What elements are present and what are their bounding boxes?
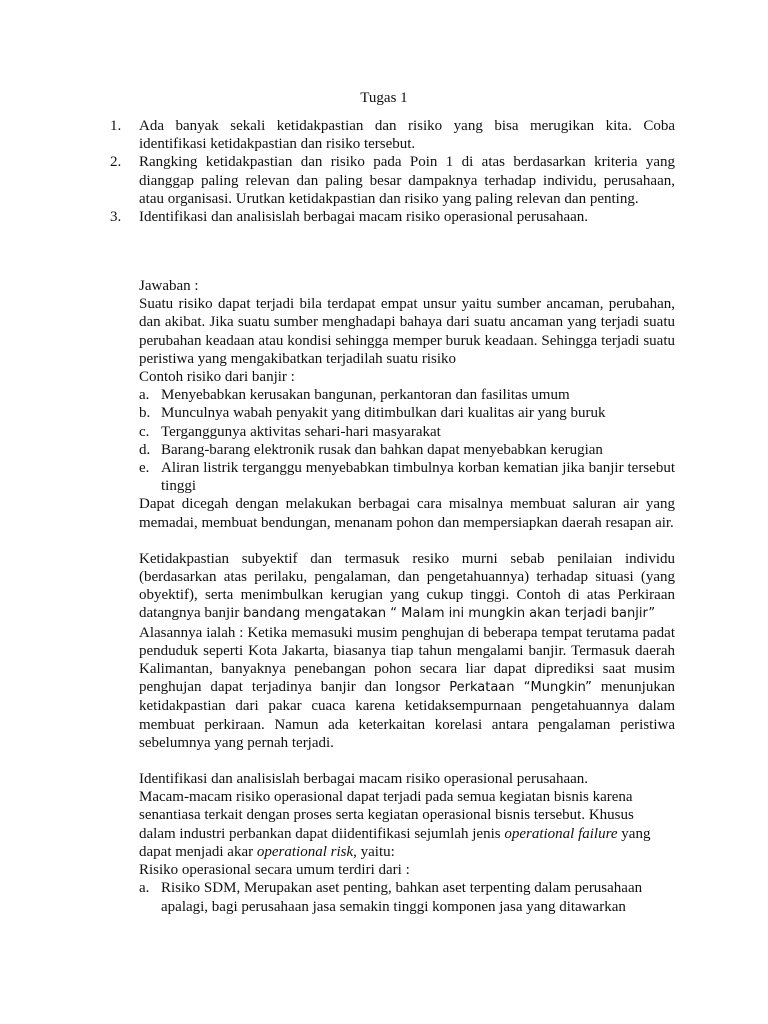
question-list (110, 117, 675, 226)
question-text: Identifikasi dan analisislah berbagai macam risiko operasional perusahaan. (139, 209, 589, 226)
operational-general: Risiko operasional secara umum terdiri dari : (139, 862, 410, 879)
list-item: b. Munculnya wabah penyakit yang ditimbulkan dari kualitas air yang buruk (139, 405, 606, 422)
question-item (110, 208, 675, 226)
question-number: 3. (110, 209, 122, 226)
list-item: d. Barang-barang elektronik rusak dan bahkan dapat menyebabkan kerugian (139, 441, 603, 458)
question-item (110, 153, 675, 208)
question-text: Ada banyak sekali ketidakpastian dan risiko yang bisa merugikan kita. Coba identifikasi ketidakpastian dan risiko tersebut. (139, 118, 675, 153)
list-item: e. Aliran listrik terganggu menyebabkan timbulnya korban kematian jika banjir tersebut tinggi (139, 460, 675, 495)
example-heading: Contoh risiko dari banjir : (139, 369, 295, 386)
reason-paragraph: Alasannya ialah : Ketika memasuki musim penghujan di beberapa tempat terutama padat penduduk seperti Kota Jakarta, biasanya tiap tahun mengalami banjir. Termasuk daerah Kalimantan, banyaknya penebangan pohon secara liar dapat diprediksi saat musim penghujan dapat terjadinya banjir dan longsor Perkataan “Mungkin” menunjukan ketidakpastian dari pakar cuaca karena ketidaksempurnaan pengetahuannya dalam membuat perkiraan. Namun ada keterkaitan korelasi antara pengalaman peristiwa sebelumnya yang pernah terjadi. (139, 624, 676, 751)
prevention-paragraph: Dapat dicegah dengan melakukan berbagai cara misalnya membuat saluran air yang memadai, membuat bendungan, menanam pohon dan mempersiapkan daerah resapan air. (139, 496, 675, 531)
question-text: Rangking ketidakpastian dan risiko pada Poin 1 di atas berdasarkan kriteria yang dianggap paling relevan dan paling besar dampaknya terhadap individu, perusahaan, atau organisasi. Urutkan ketidakpastian dan risiko yang paling relevan dan penting. (139, 154, 675, 207)
example-list (139, 386, 675, 495)
question-item (110, 117, 675, 153)
subjective-paragraph: Ketidakpastian subyektif dan termasuk resiko murni sebab penilaian individu (berdasarkan atas perilaku, pengalaman, dan pengetahuannya) terhadap situasi (yang obyektif), serta menimbulkan kerugian yang cukup tinggi. Contoh di atas Perkiraan datangnya banjir bandang mengatakan “ Malam ini mungkin akan terjadi banjir” (139, 550, 675, 622)
list-item: a. Menyebabkan kerusakan bangunan, perkantoran dan fasilitas umum (139, 387, 570, 404)
operational-list (139, 879, 675, 915)
question-number: 2. (110, 154, 122, 171)
answer-heading: Jawaban : (139, 278, 199, 294)
operational-heading: Identifikasi dan analisislah berbagai macam risiko operasional perusahaan. (139, 771, 589, 788)
answer-section (139, 277, 675, 916)
question-number: 1. (110, 118, 122, 134)
operational-paragraph: Macam-macam risiko operasional dapat terjadi pada semua kegiatan bisnis karena senantiasa terkait dengan proses serta kegiatan operasional bisnis tersebut. Khusus dalam industri perbankan dapat diidentifikasi sejumlah jenis operational failure yang dapat menjadi akar operational risk, yaitu: (139, 789, 651, 860)
answer-intro-paragraph: Suatu risiko dapat terjadi bila terdapat empat unsur yaitu sumber ancaman, perubahan, dan akibat. Jika suatu sumber menghadapi bahaya dari suatu ancaman yang terjadi suatu perubahan keadaan atau kondisi sehingga memper buruk keadaan. Sehingga terjadi suatu peristiwa yang mengakibatkan terjadilah suatu risiko (139, 296, 675, 367)
list-item: c. Terganggunya aktivitas sehari-hari masyarakat (139, 423, 441, 440)
list-item: a. Risiko SDM, Merupakan aset penting, bahkan aset terpenting dalam perusahaan apalagi, bagi perusahaan jasa semakin tinggi komponen jasa yang ditawarkan (139, 880, 643, 915)
document-title: Tugas 1 (360, 90, 408, 106)
